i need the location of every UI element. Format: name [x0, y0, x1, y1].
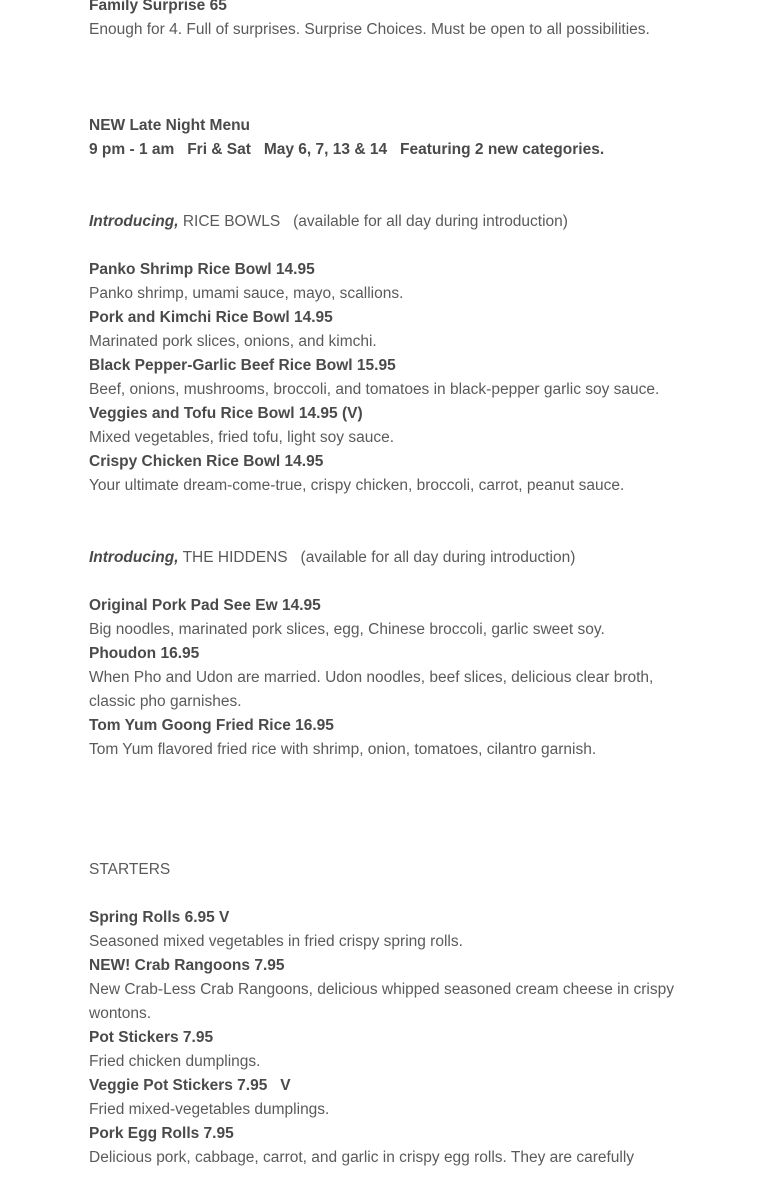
menu-item-description: Big noodles, marinated pork slices, egg, Chinese broccoli, garlic sweet soy. [89, 621, 605, 638]
menu-item-name: Original Pork Pad See Ew 14.95 [89, 597, 321, 614]
menu-item-description: Fried chicken dumplings. [89, 1053, 261, 1070]
starters-heading: STARTERS [89, 861, 171, 878]
menu-item-name: NEW! Crab Rangoons 7.95 [89, 957, 285, 974]
menu-item-description: Delicious pork, cabbage, carrot, and garlic in crispy egg rolls. They are carefully [89, 1149, 635, 1166]
menu-item-name: Tom Yum Goong Fried Rice 16.95 [89, 717, 334, 734]
hiddens-heading [89, 546, 699, 570]
hiddens-intro: Introducing, [89, 549, 179, 566]
menu-content [89, 0, 699, 1170]
family-surprise-description: Enough for 4. Full of surprises. Surprise Choices. Must be open to all possibilities. [89, 21, 650, 38]
menu-item-description: Marinated pork slices, onions, and kimchi. [89, 333, 377, 350]
menu-item-name: Phoudon 16.95 [89, 645, 200, 662]
late-night-schedule: 9 pm - 1 am Fri & Sat May 6, 7, 13 & 14 Featuring 2 new categories. [89, 141, 605, 158]
menu-item-description: Tom Yum flavored fried rice with shrimp, onion, tomatoes, cilantro garnish. [89, 741, 597, 758]
rice-bowls-heading [89, 210, 699, 234]
menu-item-name: Pork and Kimchi Rice Bowl 14.95 [89, 309, 333, 326]
menu-item-description: When Pho and Udon are married. Udon noodles, beef slices, delicious clear broth, classic pho garnishes. [89, 669, 654, 710]
menu-item-name: Panko Shrimp Rice Bowl 14.95 [89, 261, 315, 278]
menu-item-name: Crispy Chicken Rice Bowl 14.95 [89, 453, 324, 470]
menu-item-name: Black Pepper-Garlic Beef Rice Bowl 15.95 [89, 357, 396, 374]
menu-item-description: Seasoned mixed vegetables in fried crispy spring rolls. [89, 933, 463, 950]
menu-item-name: Veggie Pot Stickers 7.95 V [89, 1077, 291, 1094]
rice-bowls-intro: Introducing, [89, 213, 179, 230]
rice-bowls-note: (available for all day during introduction) [280, 213, 568, 230]
hiddens-category: THE HIDDENS [178, 549, 288, 566]
menu-item-name: Veggies and Tofu Rice Bowl 14.95 (V) [89, 405, 363, 422]
menu-item-description: Panko shrimp, umami sauce, mayo, scallions. [89, 285, 404, 302]
menu-item-description: Your ultimate dream-come-true, crispy chicken, broccoli, carrot, peanut sauce. [89, 477, 625, 494]
late-night-title: NEW Late Night Menu [89, 117, 251, 134]
menu-item-name: Pot Stickers 7.95 [89, 1029, 214, 1046]
menu-item-description: New Crab-Less Crab Rangoons, delicious whipped seasoned cream cheese in crispy wontons. [89, 981, 674, 1022]
family-surprise-title: Family Surprise 65 [89, 0, 227, 14]
menu-item-description: Mixed vegetables, fried tofu, light soy sauce. [89, 429, 394, 446]
menu-item-name: Spring Rolls 6.95 V [89, 909, 230, 926]
menu-item-description: Beef, onions, mushrooms, broccoli, and tomatoes in black-pepper garlic soy sauce. [89, 381, 660, 398]
menu-item-name: Pork Egg Rolls 7.95 [89, 1125, 234, 1142]
hiddens-note: (available for all day during introduction) [287, 549, 576, 566]
menu-item-description: Fried mixed-vegetables dumplings. [89, 1101, 330, 1118]
rice-bowls-category: RICE BOWLS [178, 213, 281, 230]
